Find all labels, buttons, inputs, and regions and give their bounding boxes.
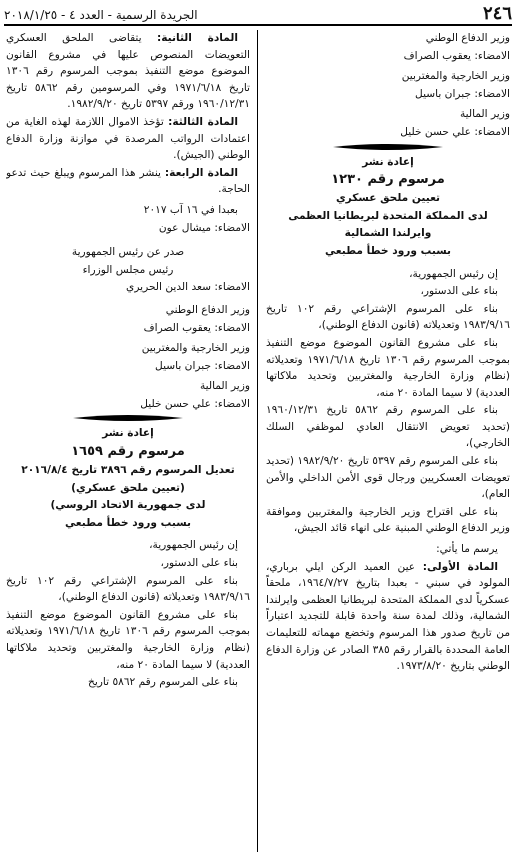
decree-title-line-1: تعديل المرسوم رقم ٣٨٩٦ تاريخ ٢٠١٦/٨/٤ [21, 464, 235, 477]
preamble-clause: بناء على اقتراح وزير الخارجية والمغتربين وموافقة وزير الدفاع الوطني المبنية على انهاء قائد الجيش، [266, 505, 510, 535]
article-1-label: المادة الأولى: [422, 560, 498, 573]
decree-title-line-2: لدى المملكة المتحدة لبريطانيا العظمى [288, 209, 488, 222]
article-4-label: المادة الرابعة: [164, 166, 238, 179]
decree-title-line-1: تعيين ملحق عسكري [335, 192, 441, 205]
article-2-text: يتقاضى الملحق العسكري التعويضات المنصوص عليها في مشروع القانون الموضوع موضع التنفيذ بموجب المرسوم رقم ١٣٠٦ تاريخ ١٩٧١/٦/١٨ وفي المرسومين رقم ٥٨٦٢ تاريخ ١٩٦٠/١٢/٣١ ورقم ٥٣٩٧ تاريخ ١٩٨٢/٩/٢٠. [6, 32, 250, 111]
article-3-label: المادة الثالثة: [168, 115, 238, 128]
section-ornament [6, 414, 250, 422]
signature-foreign-title: وزير الخارجية والمغتربين [141, 342, 250, 355]
preamble-clause: بناء على المرسوم الإشتراعي رقم ١٠٢ تاريخ ١٩٨٣/٩/١٦ وتعديلاته (قانون الدفاع الوطني)، [266, 302, 510, 332]
gazette-title: الجريدة الرسمية - العدد ٤ - ٢٠١٨/١/٢٥ [4, 8, 198, 22]
signature-foreign-title: وزير الخارجية والمغتربين [401, 70, 510, 83]
decree-title-line-4: بسبب ورود خطأ مطبعي [65, 516, 191, 529]
reissue-label: إعادة نشر [102, 427, 154, 440]
signature-defense-name: الامضاء: يعقوب الصراف [143, 321, 250, 334]
preamble-clause: بناء على المرسوم رقم ٥٨٦٢ تاريخ ١٩٦٠/١٢/٣١ (تحديد تعويض الانتقال العادي لموظفي السلك الخارجي)، [266, 404, 510, 450]
decree-number: مرسوم رقم ١٦٥٩ [71, 444, 185, 460]
decree-number: مرسوم رقم ١٢٣٠ [331, 172, 445, 188]
signature-foreign-name: الامضاء: جبران باسيل [415, 87, 510, 100]
signature-finance-title: وزير المالية [199, 380, 250, 393]
signature-president: الامضاء: ميشال عون [158, 221, 250, 234]
preamble-constitution: بناء على الدستور، [420, 285, 498, 298]
signature-defense-title: وزير الدفاع الوطني [165, 303, 250, 316]
page-number: ٢٤٦ [482, 3, 512, 24]
decree-title-line-3: وايرلندا الشمالية [344, 227, 432, 240]
signature-finance-name: الامضاء: علي حسن خليل [400, 125, 510, 138]
signature-finance-name: الامضاء: علي حسن خليل [140, 397, 250, 410]
right-column [266, 30, 510, 854]
article-2 [6, 30, 250, 113]
preamble-clause: بناء على المرسوم الإشتراعي رقم ١٠٢ تاريخ ١٩٨٣/٩/١٦ وتعديلاته (قانون الدفاع الوطني)، [6, 574, 250, 604]
issued-by: صدر عن رئيس الجمهورية [71, 246, 185, 259]
signature-defense-title: وزير الدفاع الوطني [425, 32, 510, 44]
article-4 [6, 165, 250, 198]
article-1 [266, 559, 510, 675]
decree-title-line-4: بسبب ورود خطأ مطبعي [325, 244, 451, 257]
left-column [6, 30, 250, 854]
signature-defense-name: الامضاء: يعقوب الصراف [403, 49, 510, 62]
pm-name: الامضاء: سعد الدين الحريري [126, 281, 250, 294]
preamble-president: إن رئيس الجمهورية، [149, 539, 238, 552]
preamble-clause: بناء على المرسوم رقم ٥٣٩٧ تاريخ ١٩٨٢/٩/٢٠ (تحديد تعويضات العسكريين ورجال قوى الأمن الداخلي والأمن العام)، [266, 455, 510, 501]
preamble-clause: بناء على المرسوم رقم ٥٨٦٢ تاريخ [88, 676, 238, 689]
decree-title-line-2: (تعيين ملحق عسكري) [71, 481, 185, 494]
column-divider [257, 30, 258, 852]
article-3 [6, 114, 250, 164]
signature-finance-title: وزير المالية [459, 108, 510, 121]
article-4-text: ينشر هذا المرسوم ويبلغ حيث تدعو الحاجة. [6, 166, 250, 196]
signature-foreign-name: الامضاء: جبران باسيل [155, 359, 250, 372]
preamble-clause: بناء على مشروع القانون الموضوع موضع التنفيذ بموجب المرسوم رقم ١٣٠٦ تاريخ ١٩٧١/٦/١٨ وتعديلاته (نظام وزارة الخارجية والمغتربين وتحديد ملاكاتها العددية) لا سيما المادة ٢٠ منه، [6, 608, 250, 671]
article-1-text: عين العميد الركن ايلي برباري، المولود في سبني - بعبدا بتاريخ ١٩٦٤/٧/٢٧، ملحقاً عسكرياً لدى المملكة المتحدة لبريطانيا العظمى وايرلندا الشمالية، وذلك لمدة سنة واحدة قابلة للتجديد اعتباراً من تاريخ صدور هذا المرسوم وتخضع مهماته للتعليمات العامة المحددة بالقرار رقم ٣٨٥ الصادر عن وزارة الدفاع الوطني بتاريخ ١٩٧٣/٨/٢٠. [266, 560, 510, 673]
preamble-president: إن رئيس الجمهورية، [409, 267, 498, 280]
preamble-constitution: بناء على الدستور، [160, 557, 238, 570]
decree-title-line-3: لدى جمهورية الاتحاد الروسي) [50, 499, 206, 512]
section-ornament [266, 143, 510, 151]
article-2-label: المادة الثانية: [157, 32, 238, 44]
reissue-label: إعادة نشر [362, 155, 414, 168]
article-3-text: تؤخذ الاموال اللازمة لهذه الغاية من اعتمادات الرواتب المرصدة في موازنة وزارة الدفاع الوطني (الجيش). [6, 115, 250, 162]
pm-title: رئيس مجلس الوزراء [82, 263, 174, 276]
preamble-clause: بناء على مشروع القانون الموضوع موضع التنفيذ بموجب المرسوم رقم ١٣٠٦ تاريخ ١٩٧١/٦/١٨ وتعديلاته (نظام وزارة الخارجية والمغتربين وتحديد ملاكاتها العددية) لا سيما المادة ٢٠ منه، [266, 336, 510, 399]
page-header [4, 2, 512, 26]
decree-date: بعبدا في ١٦ آب ٢٠١٧ [143, 203, 238, 216]
decree-intro: يرسم ما يأتي: [436, 543, 498, 556]
